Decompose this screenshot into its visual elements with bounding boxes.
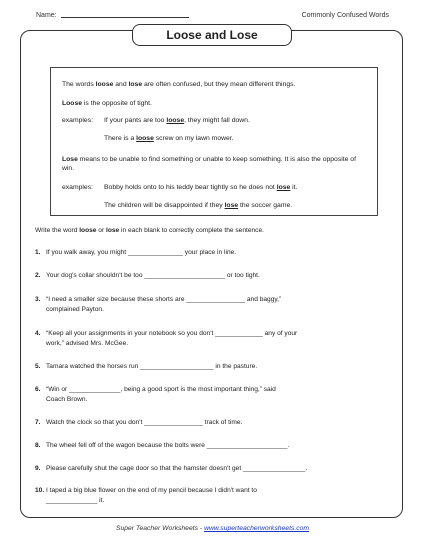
name-label: Name: [36,12,57,19]
loose-definition: Loose is the opposite of tight. [62,100,152,107]
question-item[interactable]: 3. “I need a smaller size because these shorts are ________________ and baggy,” complained Payton. [35,296,282,313]
lose-definition: Lose means to be unable to find something or unable to keep something. It is also the opposite of win. [62,156,356,172]
question-item[interactable]: 5. Tamara watched the horses run ____________________ in the pasture. [35,363,258,370]
worksheet-title: Loose and Lose [132,24,292,46]
footer-brand: Super Teacher Worksheets [115,525,199,532]
question-item[interactable]: 7. Watch the clock so that you don't ________________ track of time. [35,419,243,426]
question-item[interactable]: 1. If you walk away, you might _______________ your place in line. [35,249,237,256]
question-item[interactable]: 9. Please carefully shut the cage door so that the hamster doesn't get _________________. [35,465,308,472]
lose-example-2: The children will be disappointed if they lose the soccer game. [104,202,293,209]
question-item[interactable]: 2. Your dog's collar shouldn't be too ______________________ or too tight. [35,272,260,279]
lose-example-1: examples: Bobby holds onto to his teddy bear tightly so he does not lose it. [62,184,298,191]
name-row [36,12,189,19]
footer-link[interactable]: www.superteacherworksheets.com [204,525,310,532]
question-item[interactable]: 10. I taped a big blue flower on the end of my pencil because I didn't want to ______________ it. [35,487,257,504]
question-item[interactable]: 6. “Win or ______________, being a good sport is the most important thing,” said Coach Brown. [35,386,276,403]
question-item[interactable]: 4. “Keep all your assignments in your notebook so you don't _____________ any of your work,” advised Mrs. McGee. [35,330,298,347]
definition-box [50,67,378,216]
loose-example-1: examples: If your pants are too loose, they might fall down. [62,117,250,124]
name-blank-line[interactable] [61,17,189,18]
directions: Write the word loose or lose in each blank to correctly complete the sentence. [35,227,264,234]
intro-text: The words loose and lose are often confused, but they mean different things. [62,81,296,88]
loose-example-2: There is a loose screw on my lawn mower. [104,135,234,142]
footer: Super Teacher Worksheets - www.superteacherworksheets.com [115,525,310,532]
topic-label: Commonly Confused Words [301,12,389,19]
question-item[interactable]: 8. The wheel fell off of the wagon because the bolts were ______________________. [35,442,290,449]
